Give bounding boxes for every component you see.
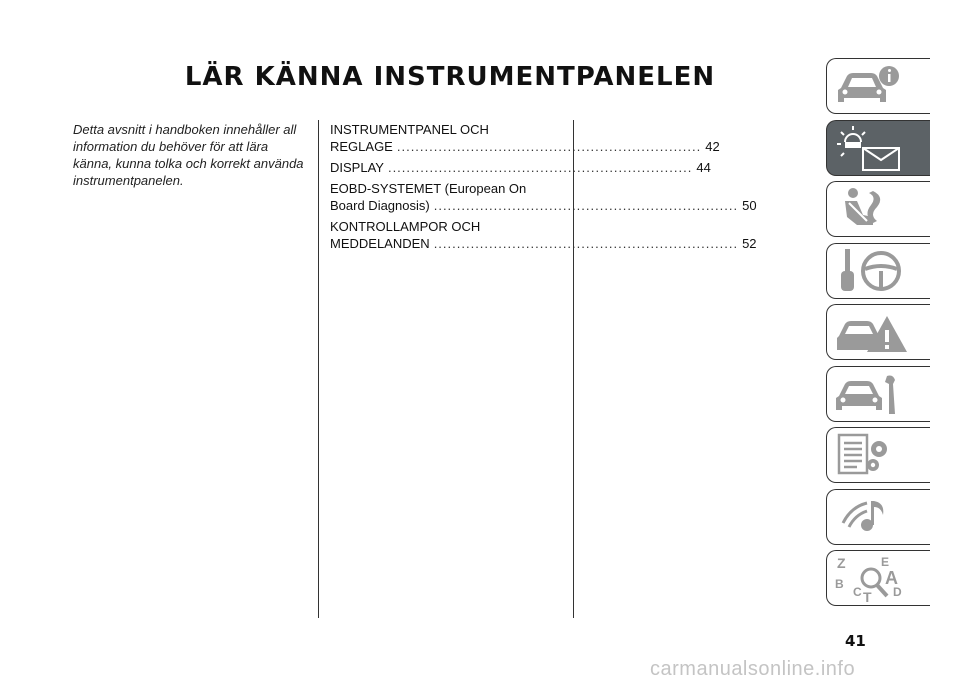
tab-multimedia[interactable]	[826, 489, 930, 545]
page-number: 41	[845, 632, 866, 650]
car-info-icon	[833, 62, 925, 110]
index-letter: T	[863, 589, 872, 605]
table-of-contents	[330, 121, 757, 256]
toc-entry-eobd[interactable]	[330, 180, 757, 214]
warning-light-message-icon	[833, 124, 925, 172]
key-steering-wheel-icon	[833, 247, 925, 295]
toc-entry-line2: REGLAGE	[330, 139, 393, 154]
seat-airbag-icon	[833, 185, 925, 233]
toc-entry-line1: INSTRUMENTPANEL OCH	[330, 122, 489, 137]
toc-entry-line2: DISPLAY	[330, 160, 384, 175]
index-letter: Z	[837, 555, 846, 571]
specs-gear-icon	[833, 431, 925, 479]
car-accident-warning-icon	[833, 308, 925, 356]
toc-entry-line2: MEDDELANDEN	[330, 236, 430, 251]
toc-leader-dots: ..................................................................	[387, 160, 693, 175]
index-letter: A	[885, 568, 898, 588]
alphabetical-index-icon	[833, 554, 925, 605]
watermark: carmanualsonline.info	[650, 658, 856, 680]
index-letter: C	[853, 585, 862, 599]
multimedia-icon	[833, 493, 925, 541]
tab-index[interactable]	[826, 550, 930, 606]
toc-page-number: 44	[696, 160, 711, 175]
tab-safety[interactable]	[826, 181, 930, 237]
toc-entry-instrumentpanel[interactable]	[330, 121, 720, 155]
toc-leader-dots: ..................................................................	[396, 139, 702, 154]
toc-entry-kontrollampor[interactable]	[330, 218, 757, 252]
toc-leader-dots: ..................................................................	[433, 236, 739, 251]
index-letter: B	[835, 577, 844, 591]
tab-technical-data[interactable]	[826, 427, 930, 483]
car-wrench-icon	[833, 370, 925, 418]
toc-entry-line2: Board Diagnosis)	[330, 198, 430, 213]
toc-entry-line1: EOBD-SYSTEMET (European On	[330, 181, 527, 196]
page-title: LÄR KÄNNA INSTRUMENTPANELEN	[184, 62, 716, 92]
section-intro: Detta avsnitt i handboken innehåller all information du behöver för att lära känna, kunna tolka och korrekt använda instrumentpanelen.	[73, 122, 304, 188]
toc-entry-line1: KONTROLLAMPOR OCH	[330, 219, 481, 234]
tab-car-info[interactable]	[826, 58, 930, 114]
tab-emergency[interactable]	[826, 304, 930, 360]
toc-entry-display[interactable]	[330, 159, 711, 176]
tab-instrument-panel[interactable]	[826, 120, 930, 176]
toc-page-number: 42	[705, 139, 720, 154]
chapter-tabs	[826, 58, 930, 606]
column-divider-left	[318, 120, 319, 618]
index-letter: E	[881, 555, 890, 569]
index-letter: D	[893, 585, 902, 599]
toc-leader-dots: ..................................................................	[433, 198, 739, 213]
toc-page-number: 50	[742, 198, 757, 213]
tab-starting-driving[interactable]	[826, 243, 930, 299]
tab-maintenance[interactable]	[826, 366, 930, 422]
toc-page-number: 52	[742, 236, 757, 251]
column-divider-right	[573, 120, 574, 618]
